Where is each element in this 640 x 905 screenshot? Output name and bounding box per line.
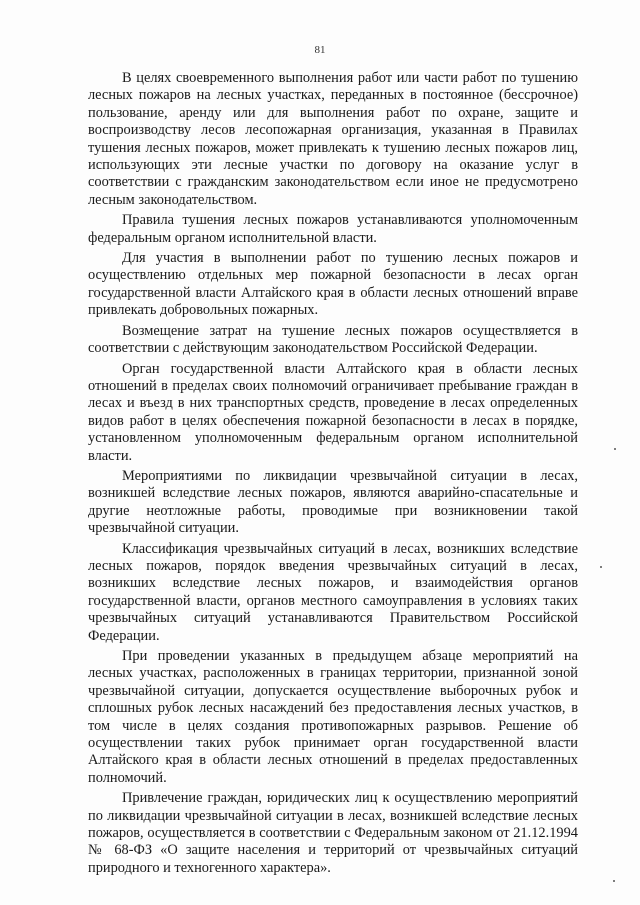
paragraph-7: Классификация чрезвычайных ситуаций в лесах, возникших вследствие лесных пожаров, порядок введения чрезвычайных ситуаций в лесах, возникших вследствие лесных пожаров, и взаимодействия органов государственной власти, органов местного самоуправления в условиях таких чрезвычайных ситуаций устанавливаются Правительством Российской Федерации.: [88, 540, 578, 644]
paragraph-6: Мероприятиями по ликвидации чрезвычайной ситуации в лесах, возникшей вследствие лесных пожаров, являются аварийно-спасательные и другие неотложные работы, проводимые при возникновении такой чрезвычайной ситуации.: [88, 467, 578, 537]
paragraph-8: При проведении указанных в предыдущем абзаце мероприятий на лесных участках, расположенных в границах территории, признанной зоной чрезвычайной ситуации, допускается осуществление выборочных рубок и сплошных рубок лесных насаждений без предоставления лесных участков, в том числе в целях создания противопожарных разрывов. Решение об осуществлении таких рубок принимает орган государственной власти Алтайского края в области лесных отношений в пределах предоставленных полномочий.: [88, 648, 578, 786]
paragraph-4: Возмещение затрат на тушение лесных пожаров осуществляется в соответствии с действующим законодательством Российской Федерации.: [88, 322, 578, 357]
paragraph-1: В целях своевременного выполнения работ или части работ по тушению лесных пожаров на лесных участках, переданных в постоянное (бессрочное) пользование, аренду или для выполнения работ по охране, защите и воспроизводству лесов лесопожарная организация, указанная в Правилах тушения лесных пожаров, может привлекать к тушению лесных пожаров лиц, использующих эти лесные участки по договору на оказание услуг в соответствии с гражданским законодательством если иное не предусмотрено лесным законодательством.: [88, 70, 578, 208]
paragraph-2: Правила тушения лесных пожаров устанавливаются уполномоченным федеральным органом исполнительной власти.: [88, 212, 578, 246]
document-body: [88, 70, 578, 880]
scan-speck: [613, 880, 615, 882]
paragraph-5: Орган государственной власти Алтайского края в области лесных отношений в пределах своих полномочий ограничивает пребывание граждан в лесах и въезд в них транспортных средств, проведение в лесах определенных видов работ в целях обеспечения пожарной безопасности в лесах в порядке, установленном уполномоченным федеральным органом исполнительной власти.: [88, 360, 578, 464]
scan-speck: [614, 448, 616, 450]
paragraph-9: Привлечение граждан, юридических лиц к осуществлению мероприятий по ликвидации чрезвычайной ситуации в лесах, возникшей вследствие лесных пожаров, осуществляется в соответствии с Федеральным законом от 21.12.1994 № 68-ФЗ «О защите населения и территорий от чрезвычайных ситуаций природного и техногенного характера».: [88, 790, 578, 876]
paragraph-3: Для участия в выполнении работ по тушению лесных пожаров и осуществлению отдельных мер пожарной безопасности в лесах орган государственной власти Алтайского края в области лесных отношений вправе привлекать добровольных пожарных.: [88, 250, 578, 319]
page-number: 81: [314, 44, 326, 56]
scan-speck: [600, 566, 602, 568]
